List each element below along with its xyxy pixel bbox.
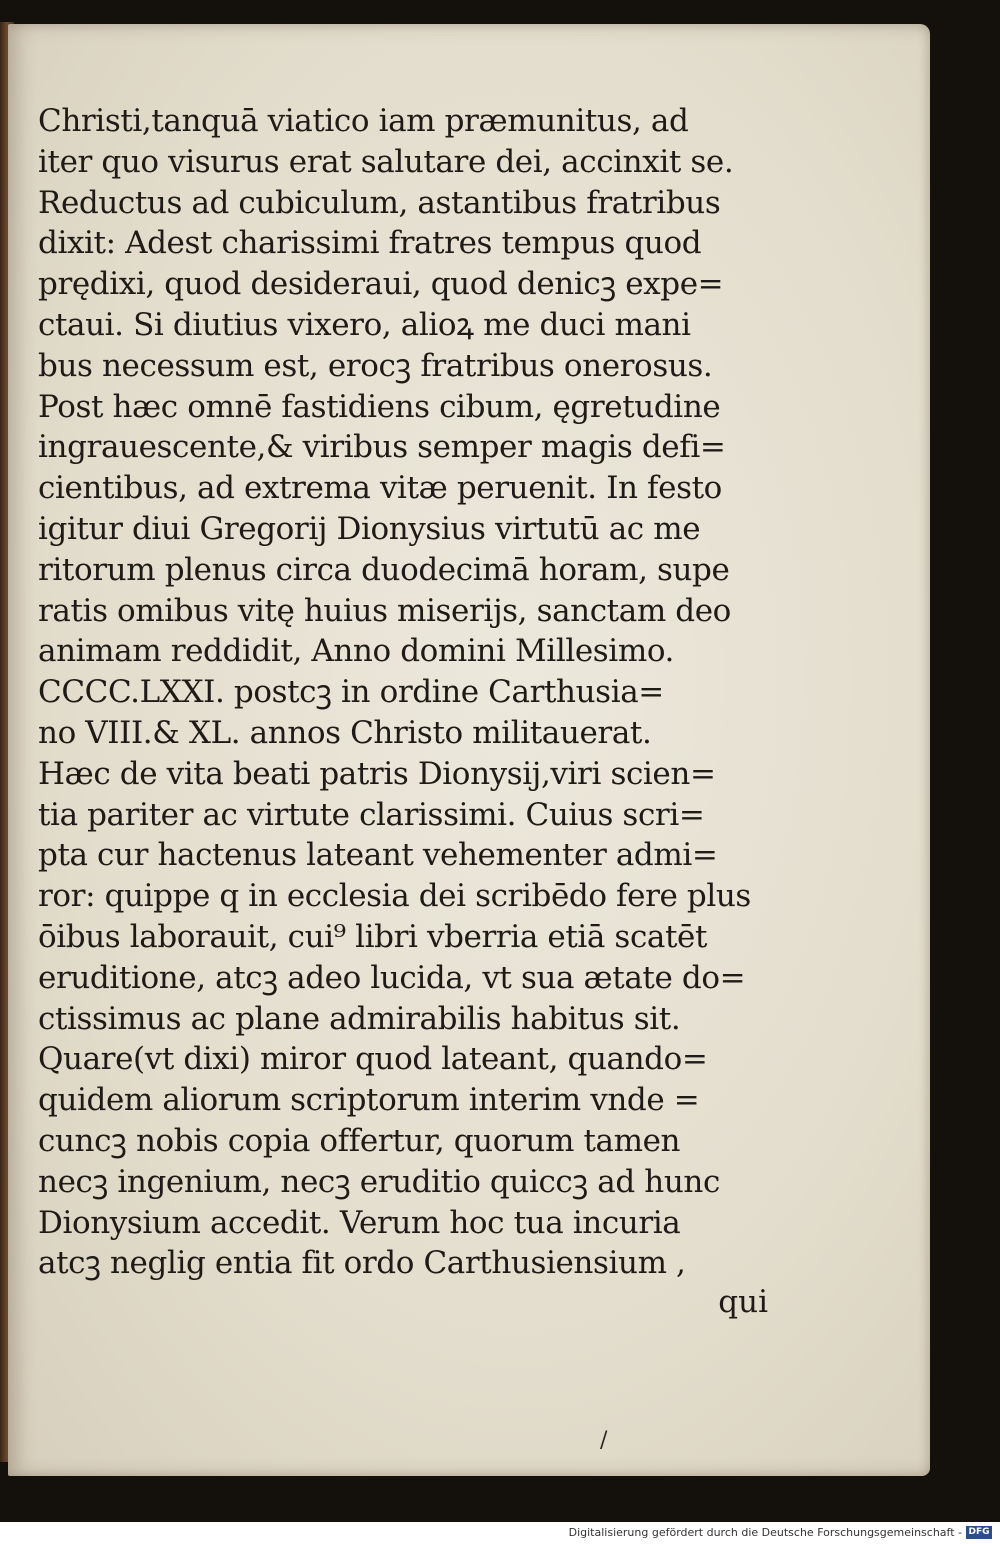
dfg-logo-icon: DFG [966,1526,992,1539]
text-line: ror: quippe q in ecclesia dei scribēdo fere plus [38,878,751,915]
book-page [8,24,930,1476]
text-line: pta cur hactenus lateant vehementer admi= [38,837,718,874]
text-line: cientibus, ad extrema vitæ peruenit. In festo [38,470,722,507]
text-line: ctissimus ac plane admirabilis habitus sit. [38,1000,681,1037]
text-line: animam reddidit, Anno domini Millesimo. [38,633,674,670]
text-line: Reductus ad cubiculum, astantibus fratribus [38,184,721,221]
text-line: iter quo visurus erat salutare dei, accinxit se. [38,143,734,180]
text-line: no VIII.& XL. annos Christo militauerat. [38,714,652,751]
text-line: Dionysium accedit. Verum hoc tua incuria [38,1204,681,1241]
page-text-block [38,101,768,1284]
text-line: Quare(vt dixi) miror quod lateant, quando= [38,1041,708,1078]
text-line: Hæc de vita beati patris Dionysij,viri scien= [38,755,716,792]
text-line: CCCC.LXXI. postcꝫ in ordine Carthusia= [38,674,664,711]
text-line: tia pariter ac virtute clarissimi. Cuius scri= [38,796,705,833]
text-line: cuncꝫ nobis copia offertur, quorum tamen [38,1122,681,1159]
catchword: qui [718,1284,768,1320]
text-line: bus necessum est, erocꝫ fratribus onerosus. [38,347,713,384]
text-line: ratis omibus vitę huius miserijs, sanctam deo [38,592,731,629]
footer-bar [0,1522,1000,1544]
digitization-credit: Digitalisierung gefördert durch die Deutsche Forschungsgemeinschaft - [568,1526,962,1539]
text-line: ctaui. Si diutius vixero, alioꝝ me duci mani [38,306,691,343]
text-line: eruditione, atcꝫ adeo lucida, vt sua ætate do= [38,959,746,996]
text-line: necꝫ ingenium, necꝫ eruditio quiccꝫ ad hunc [38,1163,720,1200]
text-line: quidem aliorum scriptorum interim vnde = [38,1082,700,1119]
text-line: ingrauescente,& viribus semper magis defi= [38,429,726,466]
text-line: Christi,tanquā viatico iam præmunitus, ad [38,103,689,139]
text-line: Post hæc omnē fastidiens cibum, ęgretudine [38,388,721,425]
text-line: ritorum plenus circa duodecimā horam, supe [38,551,730,588]
stray-ink-mark: / [600,1428,608,1453]
text-line: dixit: Adest charissimi fratres tempus quod [38,225,702,262]
text-line: atcꝫ neglig entia fit ordo Carthusiensium , [38,1245,686,1282]
text-line: prędixi, quod desideraui, quod denicꝫ expe= [38,266,724,303]
text-line: igitur diui Gregorij Dionysius virtutū ac me [38,510,701,547]
text-line: ōibus laborauit, cui⁹ libri vberria etiā scatēt [38,918,708,955]
